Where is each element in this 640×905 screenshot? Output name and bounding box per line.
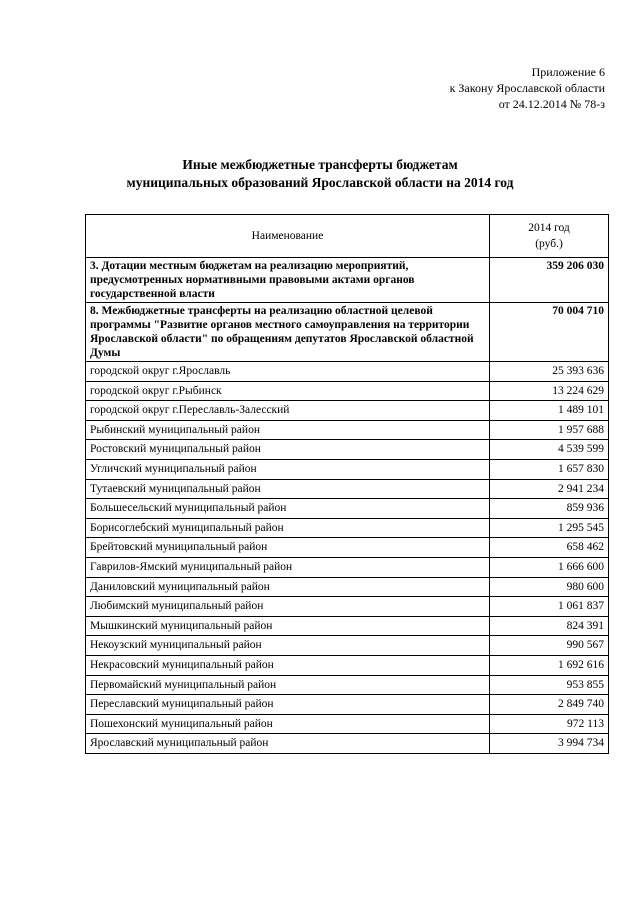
row-amount: 1 061 837: [490, 597, 609, 617]
table-row: [86, 518, 609, 538]
section-row-8: [86, 303, 609, 362]
row-amount: 1 489 101: [490, 401, 609, 421]
table-row: [86, 675, 609, 695]
table-row: [86, 557, 609, 577]
row-amount: 1 295 545: [490, 518, 609, 538]
section-amount: 70 004 710: [490, 303, 609, 362]
table-row: [86, 499, 609, 519]
row-name: Первомайский муниципальный район: [86, 675, 490, 695]
row-amount: 4 539 599: [490, 440, 609, 460]
transfers-table: [85, 214, 609, 754]
title-line-2: муниципальных образований Ярославской области на 2014 год: [126, 175, 514, 190]
table-row: [86, 381, 609, 401]
row-amount: 972 113: [490, 714, 609, 734]
row-amount: 3 994 734: [490, 734, 609, 754]
row-name: Брейтовский муниципальный район: [86, 538, 490, 558]
row-name: Переславский муниципальный район: [86, 695, 490, 715]
section-row-3: [86, 258, 609, 303]
row-name: Ярославский муниципальный район: [86, 734, 490, 754]
table-row: [86, 695, 609, 715]
column-header-name: Наименование: [86, 215, 490, 258]
row-amount: 859 936: [490, 499, 609, 519]
row-amount: 980 600: [490, 577, 609, 597]
row-amount: 25 393 636: [490, 362, 609, 382]
row-amount: 953 855: [490, 675, 609, 695]
table-row: [86, 479, 609, 499]
appendix-line: от 24.12.2014 № 78-з: [498, 97, 605, 111]
appendix-line: к Закону Ярославской области: [449, 81, 605, 95]
table-row: [86, 401, 609, 421]
row-name: городской округ г.Рыбинск: [86, 381, 490, 401]
table-header-row: [86, 215, 609, 258]
row-amount: 1 957 688: [490, 420, 609, 440]
row-amount: 13 224 629: [490, 381, 609, 401]
row-name: Большесельский муниципальный район: [86, 499, 490, 519]
row-name: городской округ г.Переславль-Залесский: [86, 401, 490, 421]
section-name: 8. Межбюджетные трансферты на реализацию областной целевой программы "Развитие органов местного самоуправления на территории Ярославской области" по обращениям депутатов Ярославской областной Думы: [86, 303, 490, 362]
row-amount: 1 657 830: [490, 459, 609, 479]
row-amount: 2 941 234: [490, 479, 609, 499]
table-row: [86, 420, 609, 440]
row-name: Некоузский муниципальный район: [86, 636, 490, 656]
section-amount: 359 206 030: [490, 258, 609, 303]
column-header-unit: (руб.): [535, 238, 563, 250]
row-name: Даниловский муниципальный район: [86, 577, 490, 597]
appendix-line: Приложение 6: [531, 65, 605, 79]
row-name: городской округ г.Ярославль: [86, 362, 490, 382]
table-row: [86, 655, 609, 675]
column-header-year: 2014 год: [528, 222, 570, 234]
row-name: Рыбинский муниципальный район: [86, 420, 490, 440]
table-row: [86, 636, 609, 656]
table-row: [86, 616, 609, 636]
table-row: [86, 459, 609, 479]
row-amount: 1 666 600: [490, 557, 609, 577]
row-name: Гаврилов-Ямский муниципальный район: [86, 557, 490, 577]
row-amount: 824 391: [490, 616, 609, 636]
row-name: Некрасовский муниципальный район: [86, 655, 490, 675]
row-name: Тутаевский муниципальный район: [86, 479, 490, 499]
table-row: [86, 597, 609, 617]
table-row: [86, 734, 609, 754]
section-name: 3. Дотации местным бюджетам на реализацию мероприятий, предусмотренных нормативными правовыми актами органов государственной власти: [86, 258, 490, 303]
document-title: [0, 156, 640, 192]
appendix-header: [450, 64, 605, 112]
column-header-amount: [490, 215, 609, 258]
table-row: [86, 577, 609, 597]
row-amount: 2 849 740: [490, 695, 609, 715]
row-name: Борисоглебский муниципальный район: [86, 518, 490, 538]
row-amount: 658 462: [490, 538, 609, 558]
title-line-1: Иные межбюджетные трансферты бюджетам: [182, 157, 458, 172]
row-amount: 990 567: [490, 636, 609, 656]
row-name: Пошехонский муниципальный район: [86, 714, 490, 734]
table-row: [86, 440, 609, 460]
row-name: Ростовский муниципальный район: [86, 440, 490, 460]
row-amount: 1 692 616: [490, 655, 609, 675]
row-name: Мышкинский муниципальный район: [86, 616, 490, 636]
table-row: [86, 362, 609, 382]
table-row: [86, 714, 609, 734]
row-name: Любимский муниципальный район: [86, 597, 490, 617]
table-row: [86, 538, 609, 558]
row-name: Угличский муниципальный район: [86, 459, 490, 479]
